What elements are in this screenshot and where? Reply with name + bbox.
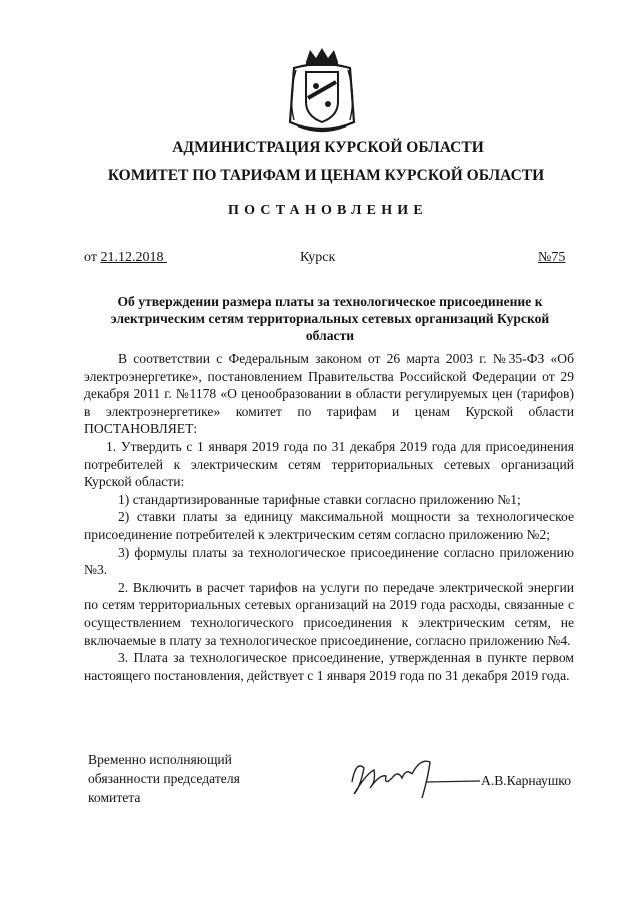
preamble-paragraph: В соответствии с Федеральным законом от 26 марта 2003 г. №35-ФЗ «Об электроэнергетике», постановлением Правительства Российской Федерации от 29 декабря 2011 г. №1178 «О ценообразовании в области регулируемых цен (тарифов) в электроэнергетике» комитет по тарифам и ценам Курской области ПОСТАНОВЛЯЕТ: bbox=[84, 351, 574, 437]
date-value: 21.12.2018 bbox=[100, 250, 164, 265]
document-subject: Об утверждении размера платы за технологическое присоединение к электрическим сетям территориальных сетевых организаций Курской области bbox=[110, 294, 550, 343]
coat-of-arms-icon bbox=[284, 46, 360, 138]
signatory-line-3: комитета bbox=[88, 790, 141, 805]
administration-title: АДМИНИСТРАЦИЯ КУРСКОЙ ОБЛАСТИ bbox=[172, 139, 484, 156]
signatory-line-1: Временно исполняющий bbox=[88, 752, 232, 767]
signatory-line-2: обязанности председателя bbox=[88, 771, 240, 786]
document-number-value: №75 bbox=[538, 250, 566, 265]
handwritten-signature-icon bbox=[346, 748, 480, 804]
document-date bbox=[84, 250, 167, 266]
signatory-position bbox=[88, 750, 240, 807]
signatory-name: А.В.Карнаушко bbox=[481, 773, 571, 788]
committee-title: КОМИТЕТ ПО ТАРИФАМ И ЦЕНАМ КУРСКОЙ ОБЛАСТИ bbox=[107, 167, 545, 184]
document-type-title: ПОСТАНОВЛЕНИЕ bbox=[228, 203, 428, 218]
clause-1: 1. Утвердить с 1 января 2019 года по 31 декабря 2019 года для присоединения потребителей к электрическим сетям территориальных сетевых организаций Курской области: bbox=[84, 438, 574, 490]
date-prefix: от bbox=[84, 250, 97, 265]
clause-1-item-3: 3) формулы платы за технологическое присоединение согласно приложению №3. bbox=[84, 544, 574, 578]
clause-1-item-1: 1) стандартизированные тарифные ставки согласно приложению №1; bbox=[118, 491, 521, 507]
document-city: Курск bbox=[300, 250, 336, 265]
document-body bbox=[84, 350, 574, 684]
clause-2: 2. Включить в расчет тарифов на услуги по передаче электрической энергии по сетям территориальных сетевых организаций на 2019 года расходы, связанные с осуществлением технологического присоединения к электрическим сетям, не включаемые в плату за технологическое присоединение, согласно приложению №4. bbox=[84, 579, 574, 648]
document-number bbox=[538, 250, 565, 266]
clause-3: 3. Плата за технологическое присоединение, утвержденная в пункте первом настоящего постановления, действует с 1 января 2019 года по 31 декабря 2019 года. bbox=[84, 650, 574, 683]
clause-1-item-2: 2) ставки платы за единицу максимальной мощности за технологическое присоединение потребителей к электрическим сетям согласно приложению №2; bbox=[84, 509, 574, 542]
